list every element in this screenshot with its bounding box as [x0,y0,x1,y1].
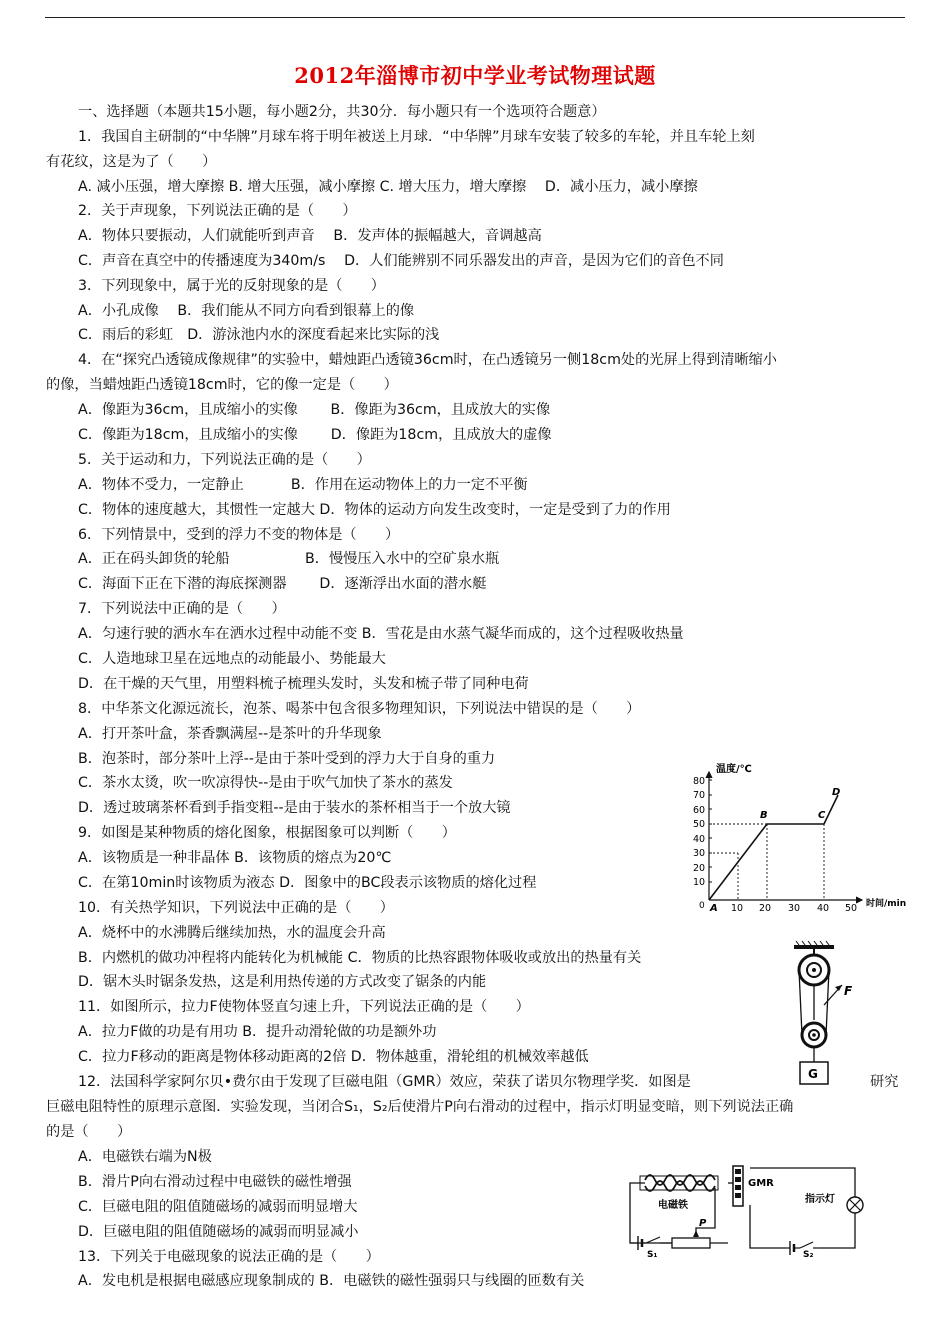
y-tick-30: 30 [693,848,706,859]
question-9-options-ab: A．该物质是一种非晶体 B．该物质的熔点为20℃ [78,850,392,866]
question-8-option-a: A．打开茶叶盒，茶香飘满屋--是茶叶的升华现象 [78,726,382,742]
top-rule [45,17,905,18]
question-11: 11．如图所示，拉力F使物体竖直匀速上升，下列说法正确的是（ ） [78,999,530,1015]
slider-label: P [699,1218,707,1229]
melting-graph [680,762,912,912]
x-tick-40: 40 [817,903,830,912]
question-4-options-ab: A．像距为36cm，且成缩小的实像 B．像距为36cm，且成放大的实像 [78,402,551,418]
x-tick-50: 50 [845,903,858,912]
switch-s2-label: S₂ [803,1250,814,1258]
question-13-options-ab: A．发电机是根据电磁感应现象制成的 B．电磁铁的磁性强弱只与线圈的匝数有关 [78,1273,585,1289]
x-tick-10: 10 [731,903,744,912]
origin-label: 0 [699,901,705,911]
lamp-label: 指示灯 [805,1194,835,1205]
question-8-option-b: B．泡茶时，部分茶叶上浮--是由于茶叶受到的浮力大于自身的重力 [78,751,496,767]
question-9: 9．如图是某种物质的熔化图象，根据图象可以判断（ ） [78,825,456,841]
question-2-options-ab: A．物体只要振动，人们就能听到声音 B．发声体的振幅越大，音调越高 [78,228,542,244]
question-2: 2．关于声现象，下列说法正确的是（ ） [78,203,357,219]
point-a-label: A [710,903,718,912]
point-b-label: B [760,810,768,821]
question-5-options-cd: C．物体的速度越大，其惯性一定越大 D．物体的运动方向发生改变时，一定是受到了力的作用 [78,502,671,518]
y-tick-70: 70 [693,790,706,801]
weight-label: G [808,1067,818,1081]
question-3-options-ab: A．小孔成像 B．我们能从不同方向看到银幕上的像 [78,303,415,319]
question-5: 5．关于运动和力，下列说法正确的是（ ） [78,452,371,468]
section-heading: 一、选择题（本题共15小题，每小题2分，共30分．每小题只有一个选项符合题意） [78,104,606,120]
page-title: 2012年淄博市初中学业考试物理试题 [294,63,656,88]
question-10-option-d: D．锯木头时锯条发热，这是利用热传递的方式改变了锯条的内能 [78,974,487,990]
gmr-label: GMR [748,1178,774,1189]
question-3-options-cd: C．雨后的彩虹 D．游泳池内水的深度看起来比实际的浅 [78,327,440,343]
question-11-options-cd: C．拉力F移动的距离是物体移动距离的2倍 D．物体越重，滑轮组的机械效率越低 [78,1049,589,1065]
y-axis-label: 温度/℃ [716,764,752,775]
question-8-option-c: C．茶水太烫，吹一吹凉得快--是由于吹气加快了茶水的蒸发 [78,775,453,791]
rheostat [672,1238,710,1248]
question-11-options-ab: A．拉力F做的功是有用功 B．提升动滑轮做的功是额外功 [78,1024,437,1040]
question-7: 7．下列说法中正确的是（ ） [78,601,286,617]
question-1-line-1: 1．我国自主研制的“中华牌”月球车将于明年被送上月球．“中华牌”月球车安装了较多的车轮，并且车轮上刻 [78,129,755,145]
question-8: 8．中华茶文化源远流长，泡茶、喝茶中包含很多物理知识，下列说法中错误的是（ ） [78,701,641,717]
y-tick-80: 80 [693,776,706,787]
question-7-option-d: D．在干燥的天气里，用塑料梳子梳理头发时，头发和梳子带了同种电荷 [78,676,529,692]
question-2-options-cd: C．声音在真空中的传播速度为340m/s D．人们能辨别不同乐器发出的声音，是因为它们的音色不同 [78,253,724,269]
y-tick-60: 60 [693,805,706,816]
question-12-line-1: 12．法国科学家阿尔贝•费尔由于发现了巨磁电阻（GMR）效应，荣获了诺贝尔物理学奖．如图是 [78,1074,691,1090]
question-12-line-3: 的是（ ） [46,1124,132,1140]
y-tick-40: 40 [693,834,706,845]
question-7-option-c: C．人造地球卫星在远地点的动能最小、势能最大 [78,651,386,667]
question-7-options-ab: A．匀速行驶的洒水车在洒水过程中动能不变 B．雪花是由水蒸气凝华而成的，这个过程吸收热量 [78,626,684,642]
question-6-options-ab: A．正在码头卸货的轮船 B．慢慢压入水中的空矿泉水瓶 [78,551,500,567]
switch-s1-label: S₁ [647,1250,658,1258]
question-1-options: A. 减小压强，增大摩擦 B. 增大压强，减小摩擦 C. 增大压力，增大摩擦 D．减小压力，减小摩擦 [78,179,698,195]
question-5-options-ab: A．物体不受力，一定静止 B．作用在运动物体上的力一定不平衡 [78,477,528,493]
x-tick-20: 20 [759,903,772,912]
question-10-options-bc: B．内燃机的做功冲程将内能转化为机械能 C．物质的比热容跟物体吸收或放出的热量有关 [78,950,642,966]
question-12-option-c: C．巨磁电阻的阻值随磁场的减弱而明显增大 [78,1199,358,1215]
question-10-option-a: A．烧杯中的水沸腾后继续加热，水的温度会升高 [78,925,386,941]
electromagnet-label: 电磁铁 [658,1200,688,1211]
question-12-option-a: A．电磁铁右端为N极 [78,1149,212,1165]
question-8-option-d: D．透过玻璃茶杯看到手指变粗--是由于装水的茶杯相当于一个放大镜 [78,800,511,816]
question-6-options-cd: C．海面下正在下潜的海底探测器 D．逐渐浮出水面的潜水艇 [78,576,487,592]
question-4-line-2: 的像，当蜡烛距凸透镜18cm时，它的像一定是（ ） [46,377,398,393]
question-12-option-d: D．巨磁电阻的阻值随磁场的减弱而明显减小 [78,1224,359,1240]
question-10: 10．有关热学知识，下列说法中正确的是（ ） [78,900,394,916]
gmr-circuit-diagram [600,1158,875,1258]
question-4-line-1: 4．在“探究凸透镜成像规律”的实验中，蜡烛距凸透镜36cm时，在凸透镜另一侧18cm处的光屏上得到清晰缩小 [78,352,777,368]
x-tick-30: 30 [788,903,801,912]
y-tick-50: 50 [693,819,706,830]
point-c-label: C [818,810,826,821]
question-3: 3．下列现象中，属于光的反射现象的是（ ） [78,278,385,294]
question-1-line-2: 有花纹，这是为了（ ） [46,154,217,170]
question-6: 6．下列情景中，受到的浮力不变的物体是（ ） [78,527,400,543]
question-12-option-b: B．滑片P向右滑动过程中电磁铁的磁性增强 [78,1174,352,1190]
question-4-options-cd: C．像距为18cm，且成缩小的实像 D．像距为18cm，且成放大的虚像 [78,427,552,443]
question-13: 13．下列关于电磁现象的说法正确的是（ ） [78,1249,380,1265]
question-12-line-2: 巨磁电阻特性的原理示意图．实验发现，当闭合S₁，S₂后使滑片P向右滑动的过程中，指示灯明显变暗，则下列说法正确 [46,1099,794,1115]
x-axis-label: 时间/min [866,899,907,909]
pulley-diagram [780,940,880,1090]
y-tick-10: 10 [693,877,706,888]
question-12-line-1-end: 研究 [870,1074,899,1090]
y-tick-20: 20 [693,863,706,874]
force-label: F [844,984,853,998]
point-d-label: D [832,787,841,798]
question-9-options-cd: C．在第10min时该物质为液态 D．图象中的BC段表示该物质的熔化过程 [78,875,537,891]
